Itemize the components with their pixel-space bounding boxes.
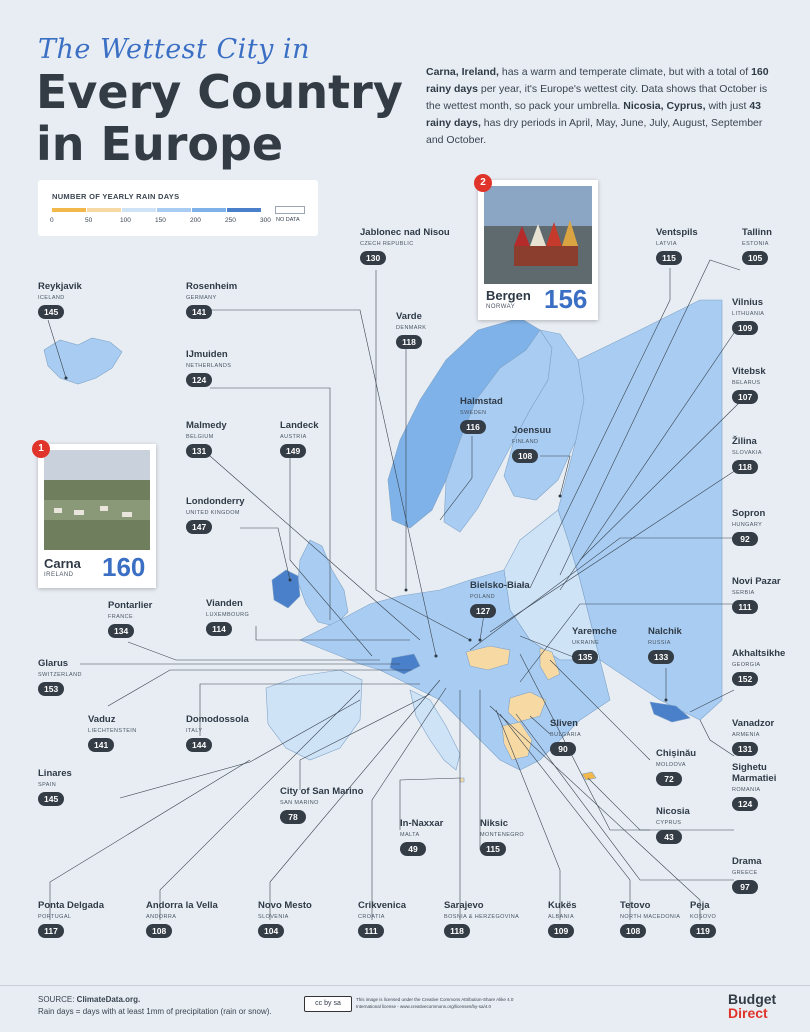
city-name: Kukës <box>548 900 577 911</box>
city-name: Halmstad <box>460 396 503 407</box>
city-label <box>548 900 577 939</box>
dot-reykjavik <box>65 377 68 380</box>
dot-joensuu <box>559 495 562 498</box>
city-name: Vaduz <box>88 714 116 725</box>
city-label <box>732 648 785 687</box>
rain-days-badge: 119 <box>690 924 716 938</box>
city-label <box>732 508 765 547</box>
rain-days-badge: 144 <box>186 738 212 752</box>
intro-text-1a: has a warm and temperate climate, but with a total of <box>498 66 752 78</box>
city-name: Vanadzor <box>732 718 775 729</box>
city-label <box>656 806 690 845</box>
city-country: DENMARK <box>396 325 427 331</box>
city-name: Žilina <box>732 436 757 447</box>
rain-days-badge: 134 <box>108 624 134 638</box>
city-name: Crikvenica <box>358 900 407 911</box>
rain-days-badge: 105 <box>742 251 768 265</box>
rain-days-badge: 104 <box>258 924 284 938</box>
intro-days-1: 160 rainy days <box>426 66 769 95</box>
city-label <box>400 818 443 857</box>
city-name: Tallinn <box>742 227 772 238</box>
rain-days-badge: 111 <box>358 924 384 938</box>
rain-days-badge: 153 <box>38 682 64 696</box>
city-country: NORTH MACEDONIA <box>620 914 681 920</box>
legend-tick-label: 250 <box>225 217 236 224</box>
city-country: GERMANY <box>186 295 217 301</box>
city-label <box>396 311 426 350</box>
city-country: LITHUANIA <box>732 311 765 317</box>
legend-title: NUMBER OF YEARLY RAIN DAYS <box>52 192 180 201</box>
intro-text-2a: with just <box>705 100 750 112</box>
rain-days-badge: 72 <box>656 772 682 786</box>
cc-license-icon: cc by sa <box>304 996 352 1012</box>
featured-country-carna: IRELAND <box>44 572 74 578</box>
rain-days-badge: 78 <box>280 810 306 824</box>
rain-days-badge: 92 <box>732 532 758 546</box>
city-country: MONTENEGRO <box>480 832 525 838</box>
intro-city-1: Carna, Ireland, <box>426 66 499 78</box>
rain-days-badge: 108 <box>620 924 646 938</box>
featured-card-carna <box>38 444 156 588</box>
city-name: Sighetu Marmatiei <box>732 762 777 784</box>
dot-rosenheim <box>435 655 438 658</box>
city-label <box>732 762 810 812</box>
city-name: Peja <box>690 900 710 911</box>
city-country: SWITZERLAND <box>38 672 82 678</box>
dot-bielsko <box>479 639 482 642</box>
city-label <box>258 900 312 939</box>
city-name: Ventspils <box>656 227 698 238</box>
rain-days-badge: 49 <box>400 842 426 856</box>
legend-tick-label: 50 <box>85 217 93 224</box>
city-name: In-Naxxar <box>400 818 444 829</box>
city-name: Vianden <box>206 598 243 609</box>
city-name: Novo Mesto <box>258 900 312 911</box>
city-name: Vilnius <box>732 297 763 308</box>
rain-definition: Rain days = days with at least 1mm of precipitation (rain or snow). <box>38 1007 272 1016</box>
footer <box>0 985 810 1032</box>
city-country: UKRAINE <box>572 640 600 646</box>
malta-shape <box>460 778 464 782</box>
city-name: Vitebsk <box>732 366 766 377</box>
city-country: MOLDOVA <box>656 762 686 768</box>
legend-tick-label: 150 <box>155 217 166 224</box>
city-label <box>88 714 137 753</box>
leader-vanadzor <box>700 720 734 756</box>
city-name: Linares <box>38 768 72 779</box>
legend-tick-label: 300 <box>260 217 271 224</box>
city-name: Varde <box>396 311 422 322</box>
rain-days-badge: 118 <box>444 924 470 938</box>
city-name: Ponta Delgada <box>38 900 104 911</box>
city-name: Novi Pazar <box>732 576 781 587</box>
city-label <box>38 281 82 320</box>
rain-days-badge: 109 <box>732 321 758 335</box>
city-country: BULGARIA <box>550 732 582 738</box>
city-name: Sliven <box>550 718 578 729</box>
page-title: Every Country in Europe <box>36 65 403 171</box>
featured-value-carna: 160 <box>102 552 146 582</box>
city-country: CROATIA <box>358 914 385 920</box>
rain-days-badge: 117 <box>38 924 64 938</box>
city-country: GREECE <box>732 870 758 876</box>
iberia-shape <box>266 670 362 760</box>
city-label <box>186 496 245 535</box>
city-name: Reykjavik <box>38 281 82 292</box>
rain-days-badge: 109 <box>548 924 574 938</box>
rain-days-badge: 133 <box>648 650 674 664</box>
city-label <box>732 366 766 405</box>
city-country: RUSSIA <box>648 640 671 646</box>
city-country: SAN MARINO <box>280 800 319 806</box>
dot-londonderry <box>289 579 292 582</box>
ireland-shape <box>272 570 300 608</box>
city-name: Pontarlier <box>108 600 153 611</box>
city-name: Niksic <box>480 818 508 829</box>
license-line-1: This image is licensed under the Creative Commons Attribution-Share Alike 4.0 <box>356 997 514 1002</box>
featured-name-bergen: Bergen <box>486 288 531 303</box>
rain-days-badge: 124 <box>186 373 212 387</box>
city-country: POLAND <box>470 594 496 600</box>
city-name: Joensuu <box>512 425 552 436</box>
city-label <box>648 626 682 665</box>
city-label <box>620 900 680 939</box>
license-text <box>356 996 596 1010</box>
city-name: Domodossola <box>186 714 249 725</box>
source-label: SOURCE: <box>38 995 77 1004</box>
city-country: LUXEMBOURG <box>206 612 250 618</box>
city-label <box>732 856 762 895</box>
city-label <box>732 718 774 757</box>
city-country: GEORGIA <box>732 662 761 668</box>
city-country: CZECH REPUBLIC <box>360 241 414 247</box>
city-label <box>480 818 524 857</box>
city-label <box>108 600 152 639</box>
dot-jablonec <box>469 639 472 642</box>
city-label <box>444 900 519 939</box>
rank-badge-2: 2 <box>474 174 492 192</box>
rain-days-badge: 141 <box>88 738 114 752</box>
city-label <box>280 420 319 459</box>
city-name: Sopron <box>732 508 766 519</box>
leader-nicosia <box>588 778 650 830</box>
rain-days-badge: 127 <box>470 604 496 618</box>
bergen-photo <box>484 186 592 284</box>
featured-country-bergen: NORWAY <box>486 304 516 310</box>
rain-days-badge: 131 <box>732 742 758 756</box>
carna-photo <box>44 450 150 550</box>
city-label <box>732 576 781 615</box>
rain-days-badge: 145 <box>38 305 64 319</box>
rain-days-badge: 152 <box>732 672 758 686</box>
budget-direct-logo <box>728 992 776 1020</box>
city-label <box>572 626 617 665</box>
city-country: BELARUS <box>732 380 761 386</box>
city-label <box>206 598 249 637</box>
city-country: ALBANIA <box>548 914 575 920</box>
legend-tick-label: 100 <box>120 217 131 224</box>
city-country: SPAIN <box>38 782 57 788</box>
rain-days-badge: 97 <box>732 880 758 894</box>
city-name: Malmedy <box>186 420 227 431</box>
city-label <box>38 768 72 807</box>
dot-varde <box>405 589 408 592</box>
city-country: ESTONIA <box>742 241 769 247</box>
city-name: Chișinău <box>656 748 697 759</box>
city-label <box>656 748 696 787</box>
city-country: LATVIA <box>656 241 677 247</box>
rain-days-badge: 135 <box>572 650 598 664</box>
city-label <box>280 786 363 825</box>
rain-days-badge: 115 <box>480 842 506 856</box>
rain-days-badge: 130 <box>360 251 386 265</box>
city-country: BOSNIA & HERZEGOVINA <box>444 914 520 920</box>
city-name: Jablonec nad Nisou <box>360 227 450 238</box>
brand-word-1: Budget <box>728 991 777 1007</box>
city-label <box>186 714 249 753</box>
rain-days-badge: 131 <box>186 444 212 458</box>
intro-text-2b: has dry periods in April, May, June, July, August, September and October. <box>426 117 763 146</box>
city-name: Andorra la Vella <box>146 900 218 911</box>
featured-name-carna: Carna <box>44 556 81 571</box>
rain-days-badge: 118 <box>732 460 758 474</box>
legend-tick-label: 200 <box>190 217 201 224</box>
rain-days-badge: 90 <box>550 742 576 756</box>
city-country: ANDORRA <box>146 914 177 920</box>
legend-tick-label: 0 <box>50 217 54 224</box>
uk-shape <box>298 540 348 626</box>
city-label <box>470 580 530 619</box>
city-label <box>550 718 581 757</box>
city-name: Bielsko-Biała <box>470 580 530 591</box>
city-country: SERBIA <box>732 590 755 596</box>
source-note <box>38 994 272 1018</box>
legend-no-data-label: NO DATA <box>276 217 300 223</box>
city-name: Nicosia <box>656 806 690 817</box>
city-label <box>732 436 762 475</box>
rank-badge-1: 1 <box>32 440 50 458</box>
rain-days-badge: 107 <box>732 390 758 404</box>
city-country: ARMENIA <box>732 732 760 738</box>
city-name: Yaremche <box>572 626 617 637</box>
city-label <box>656 227 698 266</box>
city-label <box>360 227 450 266</box>
city-country: AUSTRIA <box>280 434 307 440</box>
city-label <box>146 900 218 939</box>
rain-days-badge: 145 <box>38 792 64 806</box>
city-country: UNITED KINGDOM <box>186 510 240 516</box>
city-name: Glarus <box>38 658 69 669</box>
rain-days-badge: 114 <box>206 622 232 636</box>
rain-days-badge: 124 <box>732 797 758 811</box>
city-label <box>690 900 716 939</box>
city-name: Sarajevo <box>444 900 484 911</box>
rain-days-badge: 147 <box>186 520 212 534</box>
city-country: PORTUGAL <box>38 914 72 920</box>
city-country: NETHERLANDS <box>186 363 232 369</box>
city-label <box>38 900 104 939</box>
city-country: LIECHTENSTEIN <box>88 728 137 734</box>
rain-days-badge: 108 <box>512 449 538 463</box>
dot-nalchik <box>665 699 668 702</box>
city-name: Nalchik <box>648 626 682 637</box>
intro-text-1b: per year, it's Europe's wettest city. Data shows that October is the wettest month, so pack your umbrella. <box>426 83 768 112</box>
city-name: Landeck <box>280 420 319 431</box>
city-name: City of San Marino <box>280 786 364 797</box>
city-label <box>732 297 764 336</box>
city-name: Tetovo <box>620 900 651 911</box>
city-label <box>186 281 237 320</box>
leader-vaduz <box>108 670 412 706</box>
city-country: SLOVENIA <box>258 914 289 920</box>
rain-days-badge: 116 <box>460 420 486 434</box>
city-name: Londonderry <box>186 496 245 507</box>
city-country: FRANCE <box>108 614 134 620</box>
leader-ponta-delgada <box>50 760 250 920</box>
city-country: FINLAND <box>512 439 539 445</box>
city-country: ROMANIA <box>732 787 761 793</box>
city-label <box>186 420 227 459</box>
intro-city-2: Nicosia, Cyprus, <box>623 100 706 112</box>
city-country: ICELAND <box>38 295 65 301</box>
city-name: Rosenheim <box>186 281 238 292</box>
rain-days-badge: 108 <box>146 924 172 938</box>
intro-days-2: 43 rainy days, <box>426 100 761 129</box>
city-country: CYPRUS <box>656 820 682 826</box>
rain-days-badge: 149 <box>280 444 306 458</box>
city-country: BELGIUM <box>186 434 214 440</box>
rain-days-badge: 111 <box>732 600 758 614</box>
featured-card-bergen <box>478 180 598 320</box>
rain-days-badge: 118 <box>396 335 422 349</box>
featured-value-bergen: 156 <box>544 284 588 314</box>
city-label <box>358 900 406 939</box>
city-country: SWEDEN <box>460 410 487 416</box>
title-script: The Wettest City in <box>38 34 310 65</box>
rain-days-badge: 115 <box>656 251 682 265</box>
city-name: Drama <box>732 856 762 867</box>
license-line-2: International license - www.creativecommons.org/licenses/by-sa/4.0 <box>356 1004 492 1009</box>
city-name: IJmuiden <box>186 349 228 360</box>
city-label <box>460 396 503 435</box>
city-label <box>512 425 551 464</box>
rain-days-badge: 141 <box>186 305 212 319</box>
rain-days-badge: 43 <box>656 830 682 844</box>
source-value: ClimateData.org. <box>76 995 141 1004</box>
city-country: KOSOVO <box>690 914 717 920</box>
city-label <box>742 227 772 266</box>
city-country: HUNGARY <box>732 522 763 528</box>
city-country: MALTA <box>400 832 420 838</box>
brand-word-2: Direct <box>728 1005 768 1021</box>
city-label <box>186 349 231 388</box>
city-country: SLOVAKIA <box>732 450 762 456</box>
city-name: Akhaltsikhe <box>732 648 786 659</box>
city-country: ITALY <box>186 728 203 734</box>
city-label <box>38 658 82 697</box>
